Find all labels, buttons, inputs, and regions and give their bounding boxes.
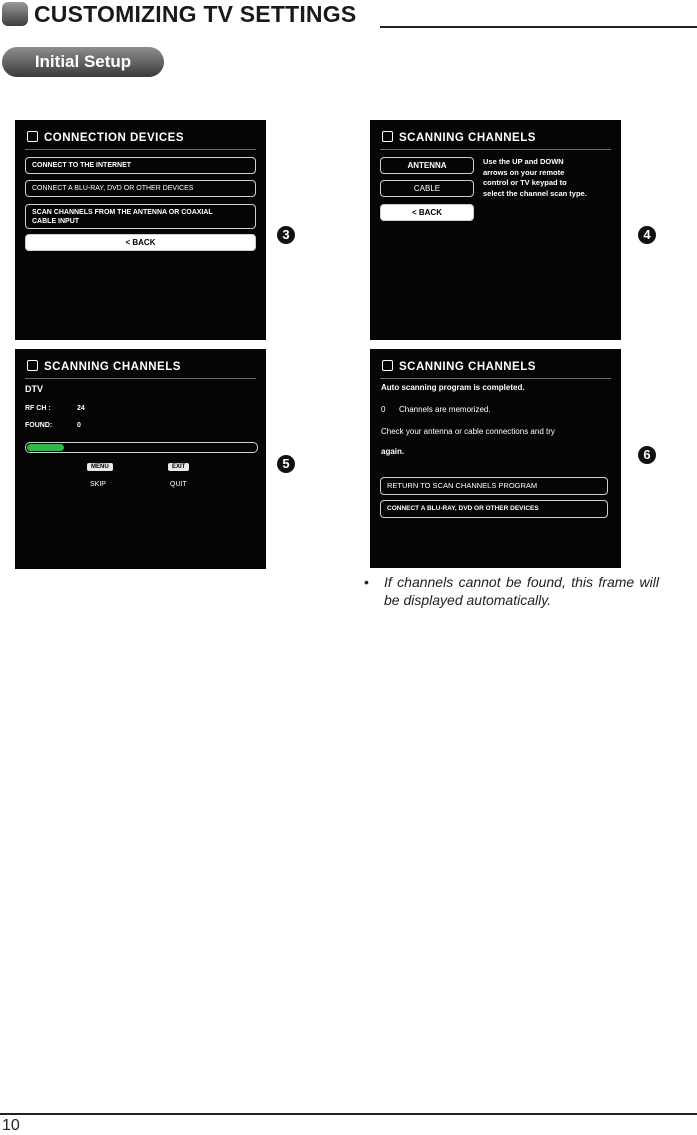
step-number-6: 6 [638, 446, 656, 464]
found-value: 0 [77, 422, 81, 429]
screen-scan-complete [370, 349, 621, 568]
option-connect-devices[interactable]: CONNECT A BLU-RAY, DVD OR OTHER DEVICES [380, 500, 608, 518]
note-text [364, 573, 659, 609]
page-number: 10 [2, 1117, 20, 1134]
skip-label: SKIP [90, 481, 106, 488]
option-connect-internet[interactable]: CONNECT TO THE INTERNET [25, 157, 256, 174]
note-body: If channels cannot be found, this frame will be displayed automatically. [384, 574, 659, 608]
screen-title: SCANNING CHANNELS [382, 131, 536, 144]
screen-connection-devices [15, 120, 266, 340]
step-number-5: 5 [277, 455, 295, 473]
option-return-scan[interactable]: RETURN TO SCAN CHANNELS PROGRAM [380, 477, 608, 495]
option-cable[interactable]: CABLE [380, 180, 474, 197]
step-number-3: 3 [277, 226, 295, 244]
screen-title: SCANNING CHANNELS [27, 360, 181, 373]
screen-scanning-progress [15, 349, 266, 569]
title-rule [380, 149, 611, 150]
option-antenna[interactable]: ANTENNA [380, 157, 474, 174]
scan-progress-bar [25, 442, 258, 453]
section-label: Initial Setup [2, 47, 164, 77]
exit-key[interactable]: EXIT [168, 463, 189, 471]
mode-label: DTV [25, 384, 43, 394]
channel-count: 0 [381, 405, 386, 414]
status-line-memorized: Channels are memorized. [399, 405, 491, 414]
step-number-4: 4 [638, 226, 656, 244]
screen-title: SCANNING CHANNELS [382, 360, 536, 373]
status-line-completed: Auto scanning program is completed. [381, 383, 525, 392]
checkbox-icon [382, 360, 393, 371]
scan-progress-fill [27, 444, 64, 451]
footer-rule [0, 1113, 697, 1115]
quit-label: QUIT [170, 481, 187, 488]
option-scan-channels[interactable]: SCAN CHANNELS FROM THE ANTENNA OR COAXIAL CABLE INPUT [25, 204, 256, 229]
checkbox-icon [27, 360, 38, 371]
back-button[interactable]: < BACK [25, 234, 256, 251]
screen-title: CONNECTION DEVICES [27, 131, 184, 144]
page-title: CUSTOMIZING TV SETTINGS [34, 1, 357, 27]
help-text: Use the UP and DOWN arrows on your remote control or TV keypad to select the channel scan type. [483, 157, 587, 198]
menu-key[interactable]: MENU [87, 463, 113, 471]
option-connect-devices[interactable]: CONNECT A BLU-RAY, DVD OR OTHER DEVICES [25, 180, 256, 197]
title-rule [380, 378, 611, 379]
rf-channel-value: 24 [77, 405, 85, 412]
header-rule [380, 26, 697, 28]
screen-scanning-type [370, 120, 621, 340]
checkbox-icon [27, 131, 38, 142]
title-rule [25, 378, 256, 379]
back-button[interactable]: < BACK [380, 204, 474, 221]
status-line-check: Check your antenna or cable connections and try [381, 427, 555, 436]
bullet-icon: • [364, 574, 369, 590]
status-line-again: again. [381, 447, 405, 456]
header-icon [2, 2, 28, 26]
checkbox-icon [382, 131, 393, 142]
title-rule [25, 149, 256, 150]
found-label: FOUND: [25, 422, 53, 429]
rf-channel-label: RF CH : [25, 405, 51, 412]
